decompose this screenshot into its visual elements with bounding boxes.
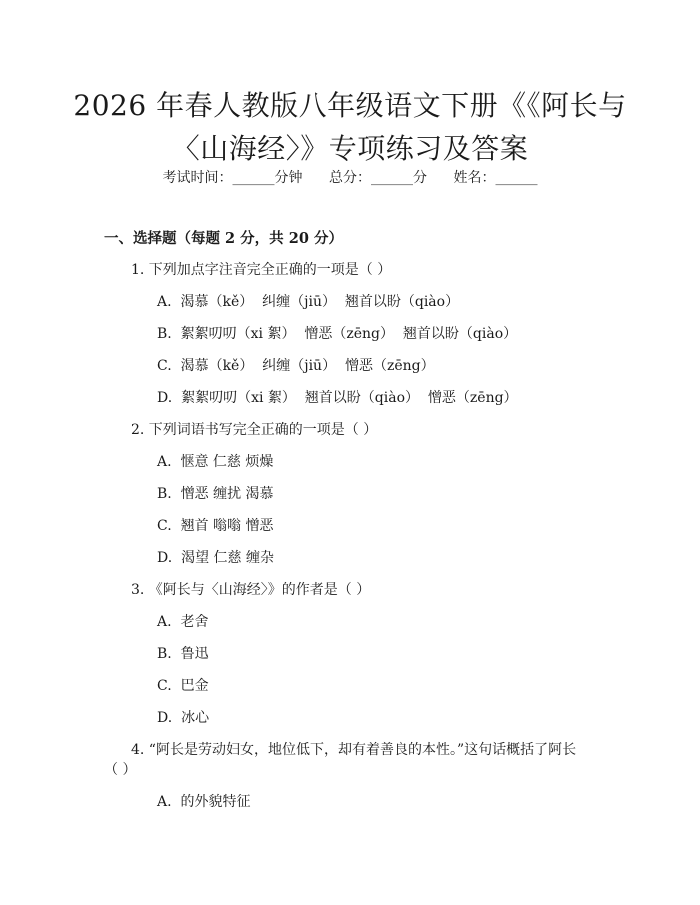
question-1-option-c: C. 渴慕（kě） 纠缠（jiū） 憎恶（zēng） (157, 358, 435, 374)
question-2-option-d: D. 渴望 仁慈 缠杂 (157, 550, 274, 566)
document-title (0, 84, 700, 170)
question-2: 2. 下列词语书写完全正确的一项是（ ） (131, 422, 378, 438)
question-1-option-a: A. 渴慕（kě） 纠缠（jiū） 翘首以盼（qiào） (157, 294, 460, 310)
question-2-option-a: A. 惬意 仁慈 烦燥 (157, 454, 274, 470)
question-1-option-b: B. 絮絮叨叨（xi 絮） 憎恶（zēng） 翘首以盼（qiào） (157, 326, 518, 342)
question-4-option-a: A. 的外貌特征 (157, 794, 251, 810)
question-2-option-c: C. 翘首 嗡嗡 憎恶 (157, 518, 274, 534)
question-1: 1. 下列加点字注音完全正确的一项是（ ） (131, 262, 392, 278)
question-2-option-b: B. 憎恶 缠扰 渴慕 (157, 486, 274, 502)
exam-info (0, 168, 700, 188)
title-line-1: 2026 年春人教版八年级语文下册《《阿长与 (73, 89, 627, 122)
section-heading: 一、选择题（每题 2 分，共 20 分） (104, 230, 343, 247)
exam-time-field: 考试时间：______分钟 (162, 170, 303, 186)
title-line-2: 〈山海经〉》专项练习及答案 (171, 132, 529, 165)
question-3-option-d: D. 冰心 (157, 710, 210, 726)
total-score-field: 总分：______分 (329, 170, 427, 186)
question-3-option-a: A. 老舍 (157, 614, 209, 630)
question-3: 3. 《阿长与〈山海经〉》的作者是（ ） (131, 582, 371, 598)
question-3-option-b: B. 鲁迅 (157, 646, 209, 662)
student-name-field: 姓名：______ (453, 170, 538, 186)
question-4: 4. “阿长是劳动妇女，地位低下，却有着善良的本性。”这句话概括了阿长 (131, 742, 577, 758)
question-3-option-c: C. 巴金 (157, 678, 209, 694)
question-4-continuation: （ ） (104, 762, 137, 778)
question-1-option-d: D. 絮絮叨叨（xi 絮） 翘首以盼（qiào） 憎恶（zēng） (157, 390, 518, 406)
